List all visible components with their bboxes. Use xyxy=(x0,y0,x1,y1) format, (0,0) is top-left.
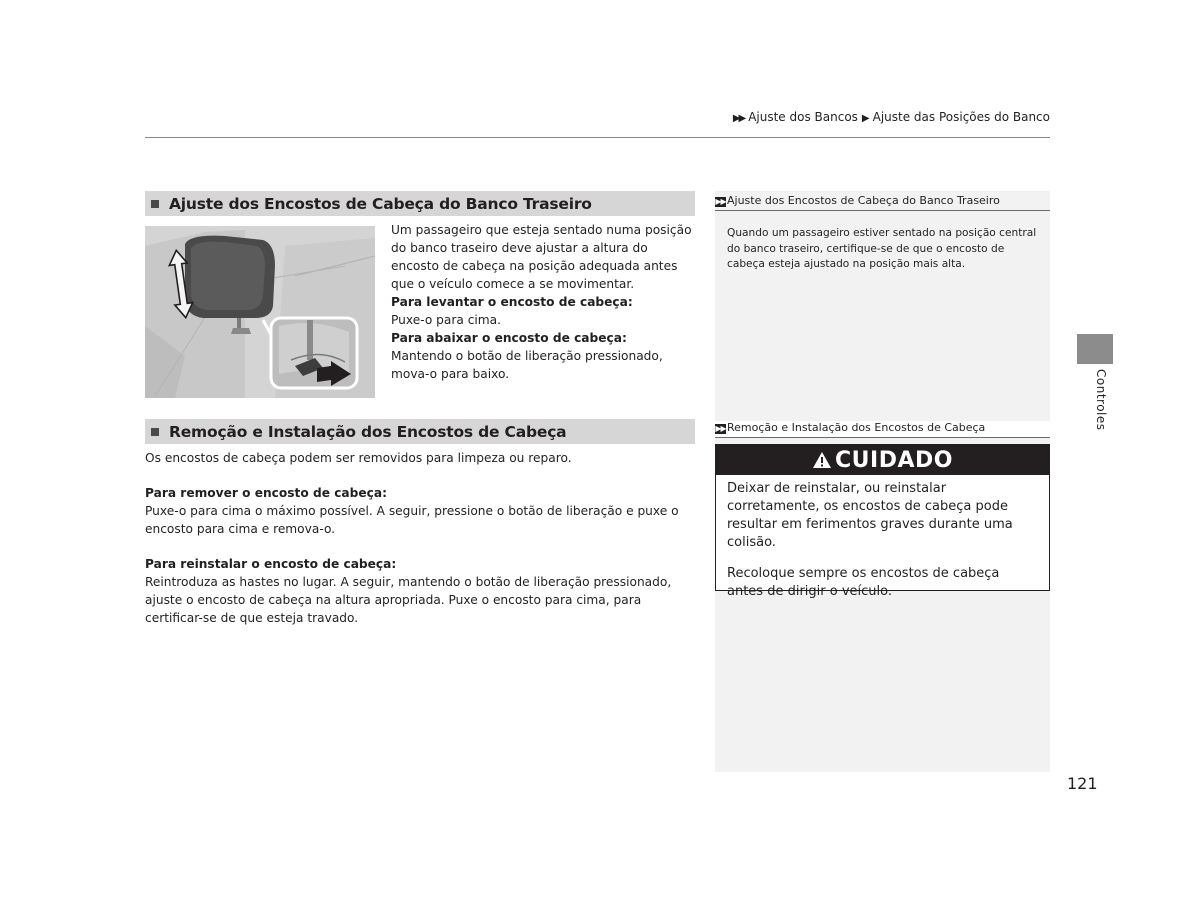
caution-label: CUIDADO xyxy=(835,447,953,473)
section-header-1 xyxy=(145,191,695,216)
lower-heading: Para abaixar o encosto de cabeça: xyxy=(391,331,627,345)
reinstall-heading: Para reinstalar o encosto de cabeça: xyxy=(145,557,397,571)
raise-text: Puxe-o para cima. xyxy=(391,313,502,327)
caution-box xyxy=(715,444,1050,599)
breadcrumb-item-1: Ajuste dos Bancos xyxy=(748,110,858,124)
caution-body xyxy=(716,475,1049,601)
headrest-illustration xyxy=(145,226,375,398)
chapter-tab-label: Controles xyxy=(1094,369,1108,431)
remove-text: Puxe-o para cima o máximo possível. A seguir, pressione o botão de liberação e puxe o encosto para cima e remova-o. xyxy=(145,504,679,536)
sidebar-note-2-title-text: Remoção e Instalação dos Encostos de Cabeça xyxy=(727,421,986,434)
section1-intro: Um passageiro que esteja sentado numa posição do banco traseiro deve ajustar a altura do encosto de cabeça na posição adequada antes que o veículo comece a se movimentar. xyxy=(391,223,692,291)
sidebar-note-1-title xyxy=(715,194,1050,211)
remove-heading: Para remover o encosto de cabeça: xyxy=(145,486,387,500)
breadcrumb-item-2: Ajuste das Posições do Banco xyxy=(872,110,1050,124)
chapter-tab-marker xyxy=(1077,334,1113,364)
breadcrumb xyxy=(733,110,1050,124)
double-triangle-icon: ▶▶ xyxy=(732,113,745,124)
sidebar-note-2-title xyxy=(715,421,1050,438)
caution-header xyxy=(716,445,1049,475)
section2-intro: Os encostos de cabeça podem ser removidos para limpeza ou reparo. xyxy=(145,451,572,465)
section-header-2 xyxy=(145,419,695,444)
reinstall-text: Reintroduza as hastes no lugar. A seguir, mantendo o botão de liberação pressionado, ajuste o encosto de cabeça na altura apropriada. Puxe o encosto para cima, para certificar-se de que esteja travado. xyxy=(145,575,672,625)
warning-triangle-icon xyxy=(812,451,832,469)
sidebar-note-1-title-text: Ajuste dos Encostos de Cabeça do Banco Traseiro xyxy=(727,194,1000,207)
lower-text: Mantendo o botão de liberação pressionado, mova-o para baixo. xyxy=(391,349,663,381)
headrest-adjust-illustration xyxy=(145,226,375,398)
caution-text-2: Recoloque sempre os encostos de cabeça antes de dirigir o veículo. xyxy=(727,566,1000,599)
raise-heading: Para levantar o encosto de cabeça: xyxy=(391,295,633,309)
reference-icon: ▶▶ xyxy=(715,424,726,433)
reference-icon: ▶▶ xyxy=(715,197,726,206)
section-title-1: Ajuste dos Encostos de Cabeça do Banco Traseiro xyxy=(169,194,592,213)
sidebar-note-1-text: Quando um passageiro estiver sentado na posição central do banco traseiro, certifique-se de que o encosto de cabeça esteja ajustado na posição mais alta. xyxy=(727,227,1037,270)
square-bullet-icon xyxy=(151,200,159,208)
section1-text xyxy=(391,221,696,383)
triangle-icon: ▶ xyxy=(861,113,870,124)
caution-text-1: Deixar de reinstalar, ou reinstalar corretamente, os encostos de cabeça pode resultar em ferimentos graves durante uma colisão. xyxy=(727,481,1013,550)
section-title-2: Remoção e Instalação dos Encostos de Cabeça xyxy=(169,422,567,441)
section2-text xyxy=(145,449,696,627)
header-rule xyxy=(145,137,1050,138)
square-bullet-icon xyxy=(151,428,159,436)
page-number: 121 xyxy=(1067,774,1098,793)
